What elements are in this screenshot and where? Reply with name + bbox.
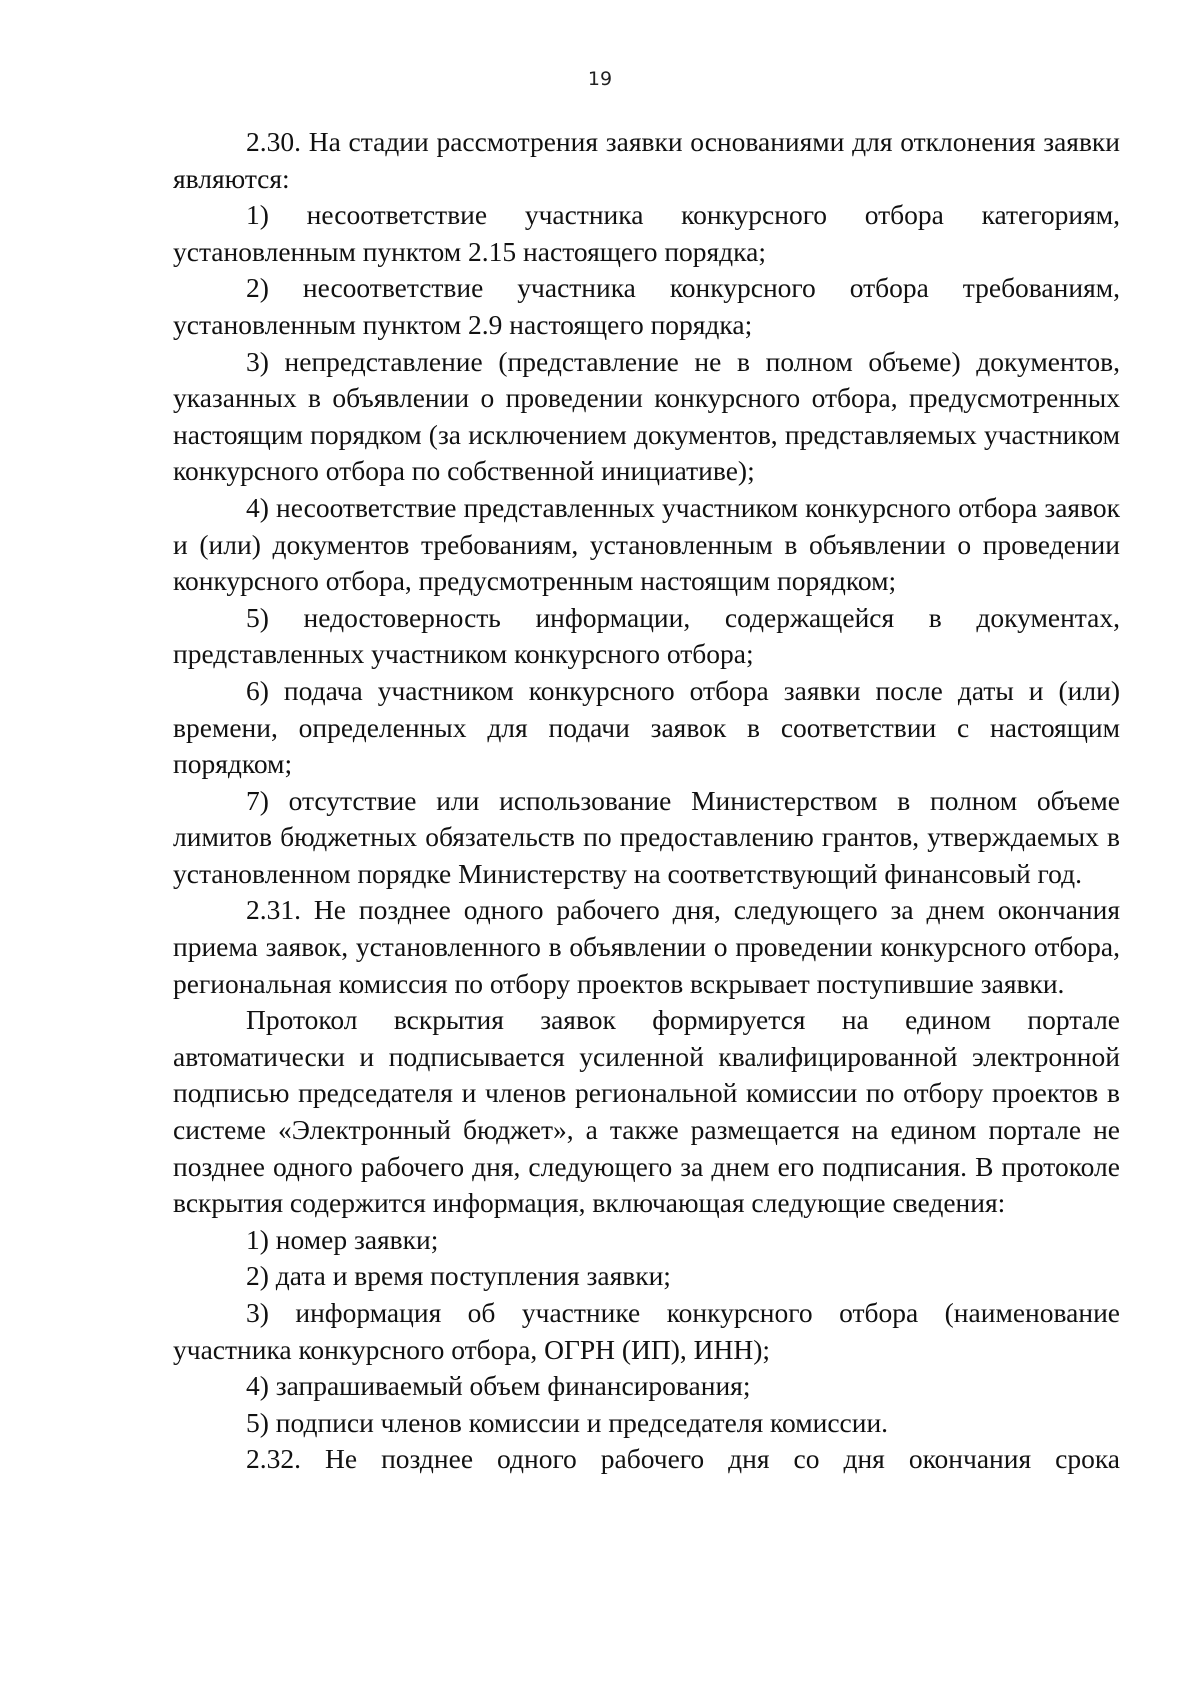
paragraph-2-31: 2.31. Не позднее одного рабочего дня, следующего за днем окончания приема заявок, установленного в объявлении о проведении конкурсного отбора, региональная комиссия по отбору проектов вскрывает поступившие заявки.	[173, 894, 1120, 999]
list-item-2: 2) несоответствие участника конкурсного отбора требованиям, установленным пунктом 2.9 настоящего порядка;	[173, 272, 1120, 340]
paragraph-protocol: Протокол вскрытия заявок формируется на едином портале автоматически и подписывается усиленной квалифицированной электронной подписью председателя и членов региональной комиссии по отбору проектов в системе «Электронный бюджет», а также размещается на едином портале не позднее одного рабочего дня, следующего за днем его подписания. В протоколе вскрытия содержится информация, включающая следующие сведения:	[173, 1004, 1120, 1219]
protocol-item-2: 2) дата и время поступления заявки;	[246, 1260, 671, 1292]
list-item-1: 1) несоответствие участника конкурсного отбора категориям, установленным пунктом 2.15 настоящего порядка;	[173, 199, 1120, 267]
protocol-item-5: 5) подписи членов комиссии и председателя комиссии.	[246, 1406, 889, 1438]
paragraph-2-32: 2.32. Не позднее одного рабочего дня со дня окончания срока	[246, 1443, 1120, 1475]
list-item-3: 3) непредставление (представление не в полном объеме) документов, указанных в объявлении о проведении конкурсного отбора, предусмотренных настоящим порядком (за исключением документов, представляемых участником конкурсного отбора по собственной инициативе);	[173, 345, 1120, 487]
document-body	[173, 124, 1120, 1478]
paragraph-2-30: 2.30. На стадии рассмотрения заявки основаниями для отклонения заявки являются:	[173, 126, 1120, 194]
page-number: 19	[587, 68, 613, 90]
list-item-5: 5) недостоверность информации, содержащейся в документах, представленных участником конкурсного отбора;	[173, 601, 1120, 670]
list-item-7: 7) отсутствие или использование Министерством в полном объеме лимитов бюджетных обязательств по предоставлению грантов, утверждаемых в установленном порядке Министерству на соответствующий финансовый год.	[173, 784, 1120, 889]
list-item-6: 6) подача участником конкурсного отбора заявки после даты и (или) времени, определенных для подачи заявок в соответствии с настоящим порядком;	[173, 674, 1120, 780]
protocol-item-3: 3) информация об участнике конкурсного отбора (наименование участника конкурсного отбора, ОГРН (ИП), ИНН);	[173, 1297, 1120, 1365]
protocol-item-4: 4) запрашиваемый объем финансирования;	[246, 1370, 751, 1402]
list-item-4: 4) несоответствие представленных участником конкурсного отбора заявок и (или) документов требованиям, установленным в объявлении о проведении конкурсного отбора, предусмотренным настоящим порядком;	[173, 491, 1120, 597]
protocol-item-1: 1) номер заявки;	[246, 1223, 439, 1255]
